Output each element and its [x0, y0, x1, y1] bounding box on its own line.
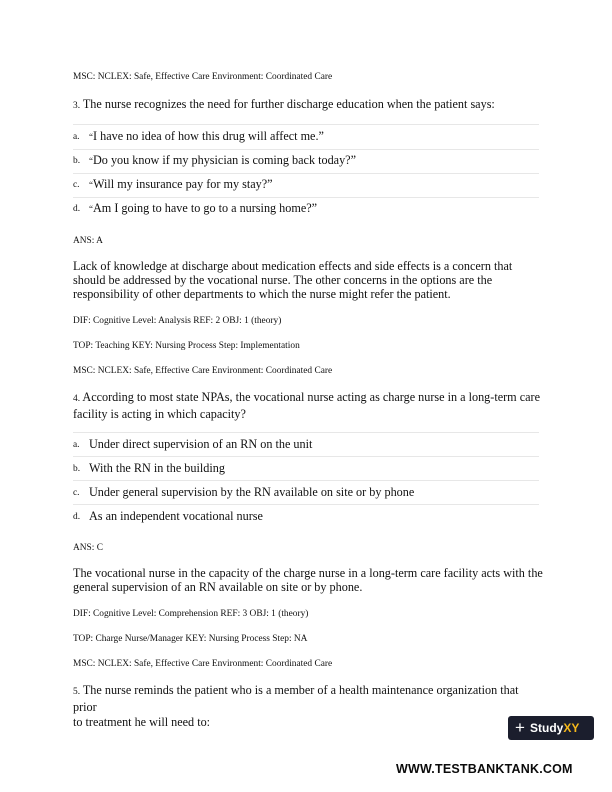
- q3-dif: DIF: Cognitive Level: Analysis REF: 2 OBJ: 1 (theory): [73, 316, 282, 326]
- option-body: Am I going to have to go to a nursing home?”: [93, 201, 318, 215]
- q3-option-d: [73, 200, 539, 218]
- q3-answer: ANS: A: [73, 236, 103, 246]
- rationale-line: The vocational nurse in the capacity of the charge nurse in a long-term care facility acts with the: [73, 566, 543, 580]
- footer-url[interactable]: WWW.TESTBANKTANK.COM: [396, 762, 573, 776]
- rationale-line: should be addressed by the vocational nurse. The other concerns in the options are the: [73, 273, 493, 287]
- q4-number: 4.: [73, 394, 81, 404]
- option-letter: b.: [73, 464, 81, 474]
- q3-separator: [73, 197, 539, 198]
- brand-name: [530, 721, 579, 735]
- option-letter: d.: [73, 204, 81, 214]
- q3-stem: [73, 97, 543, 114]
- option-text: [89, 129, 324, 144]
- option-text: [89, 177, 273, 192]
- option-text: As an independent vocational nurse: [89, 509, 263, 523]
- q3-option-a: [73, 128, 539, 146]
- q3-stem-text: The nurse recognizes the need for further discharge education when the patient says:: [82, 97, 495, 111]
- rationale-line: general supervision of an RN available on site or by phone.: [73, 580, 363, 594]
- option-text: Under direct supervision of an RN on the unit: [89, 437, 313, 451]
- q4-separator: [73, 432, 539, 433]
- q3-msc: MSC: NCLEX: Safe, Effective Care Environment: Coordinated Care: [73, 366, 333, 376]
- plus-icon: +: [515, 718, 525, 737]
- q3-rationale: [73, 259, 543, 301]
- q3-separator: [73, 149, 539, 150]
- q4-stem-line: facility is acting in which capacity?: [73, 407, 246, 421]
- option-text: Under general supervision by the RN available on site or by phone: [89, 485, 415, 499]
- open-quote: “: [89, 132, 93, 142]
- rationale-line: responsibility of other departments to which the nurse might refer the patient.: [73, 287, 451, 301]
- q5-stem-line: to treatment he will need to:: [73, 715, 211, 729]
- q4-stem: [73, 390, 543, 422]
- q4-dif: DIF: Cognitive Level: Comprehension REF: 3 OBJ: 1 (theory): [73, 609, 309, 619]
- option-letter: c.: [73, 180, 80, 190]
- option-text: [89, 153, 356, 168]
- q3-option-b: [73, 152, 539, 170]
- open-quote: “: [89, 156, 93, 166]
- option-text: [89, 201, 317, 216]
- q4-option-c: [73, 484, 539, 502]
- open-quote: “: [89, 204, 93, 214]
- q3-separator: [73, 124, 539, 125]
- studyxy-badge[interactable]: [508, 716, 594, 740]
- q3-top: TOP: Teaching KEY: Nursing Process Step: Implementation: [73, 341, 300, 351]
- option-letter: a.: [73, 132, 80, 142]
- q5-stem: [73, 683, 543, 730]
- open-quote: “: [89, 180, 93, 190]
- q4-option-d: [73, 508, 539, 526]
- q4-msc: MSC: NCLEX: Safe, Effective Care Environment: Coordinated Care: [73, 659, 333, 669]
- q3-separator: [73, 173, 539, 174]
- q4-option-a: [73, 436, 539, 454]
- option-letter: b.: [73, 156, 81, 166]
- option-body: I have no idea of how this drug will affect me.”: [93, 129, 324, 143]
- q3-number: 3.: [73, 101, 81, 111]
- q4-option-b: [73, 460, 539, 478]
- q5-stem-line: [73, 683, 543, 715]
- q4-stem-line: [73, 390, 543, 407]
- q4-separator: [73, 504, 539, 505]
- q2-msc: MSC: NCLEX: Safe, Effective Care Environment: Coordinated Care: [73, 72, 333, 82]
- option-text: With the RN in the building: [89, 461, 225, 475]
- option-letter: a.: [73, 440, 80, 450]
- q3-option-c: [73, 176, 539, 194]
- brand-accent: XY: [563, 721, 580, 735]
- q4-rationale: [73, 566, 543, 594]
- option-body: Do you know if my physician is coming back today?”: [93, 153, 356, 167]
- brand-main: Study: [530, 721, 564, 735]
- option-letter: c.: [73, 488, 80, 498]
- q4-separator: [73, 456, 539, 457]
- option-letter: d.: [73, 512, 81, 522]
- rationale-line: Lack of knowledge at discharge about medication effects and side effects is a concern that: [73, 259, 513, 273]
- option-body: Will my insurance pay for my stay?”: [93, 177, 273, 191]
- q4-top: TOP: Charge Nurse/Manager KEY: Nursing Process Step: NA: [73, 634, 308, 644]
- q4-separator: [73, 480, 539, 481]
- q4-answer: ANS: C: [73, 543, 103, 553]
- q5-stem-text: The nurse reminds the patient who is a member of a health maintenance organization that prior: [73, 683, 519, 714]
- q4-stem-text: According to most state NPAs, the vocational nurse acting as charge nurse in a long-term care: [82, 390, 540, 404]
- q5-number: 5.: [73, 687, 81, 697]
